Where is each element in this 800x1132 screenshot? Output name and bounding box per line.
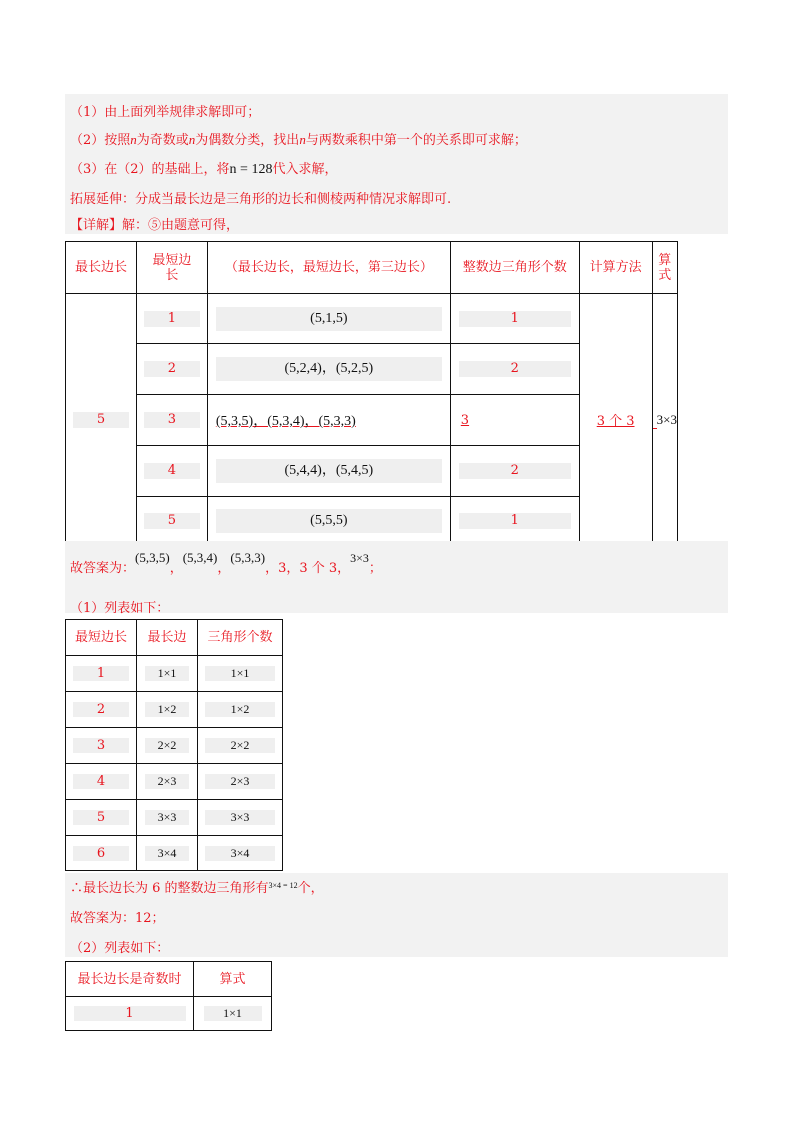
- count-cell: 3: [450, 395, 579, 446]
- table2-cell: 3: [66, 728, 137, 764]
- triangle-table-part2: [65, 961, 272, 1031]
- triples-cell: (5,3,5)，(5,3,4)，(5,3,3): [207, 395, 450, 446]
- table2-cell: 1×2: [137, 692, 198, 728]
- table1-header: 最长边长: [66, 242, 137, 294]
- answer2-line: 故答案为：12；: [70, 911, 165, 926]
- answer-triple-2: (5,3,4): [182, 550, 218, 565]
- triples-cell: (5,5,5): [207, 497, 450, 546]
- short-side-cell: 1: [136, 294, 207, 344]
- item3-expr: n = 128: [229, 162, 273, 177]
- item3-post: 代入求解，: [272, 162, 338, 177]
- detail-text: 解：⑤由题意可得，: [122, 218, 240, 233]
- answer-end: ；: [368, 561, 382, 576]
- method-cell: 3 个 3: [579, 294, 652, 546]
- triangle-table-part1: [65, 619, 283, 871]
- count-cell: 1: [450, 294, 579, 344]
- conclusion-line: [70, 877, 324, 896]
- table2-cell: 1×2: [198, 692, 283, 728]
- analysis-item-1: （1）由上面列举规律求解即可；: [70, 105, 261, 120]
- table3-header: 算式: [194, 962, 272, 997]
- triples-cell: (5,1,5): [207, 294, 450, 344]
- analysis-item-2: [70, 129, 527, 148]
- table2-cell: 1×1: [198, 656, 283, 692]
- item3-pre: （3）在（2）的基础上，将: [70, 162, 230, 177]
- triples-cell: (5,4,4)，(5,4,5): [207, 446, 450, 497]
- short-side-cell: 3: [136, 395, 207, 446]
- table3-cell: 1: [66, 997, 194, 1031]
- item2-mid2: 为偶数分类，找出: [195, 133, 300, 148]
- table3-header: 最长边长是奇数时: [66, 962, 194, 997]
- count-cell: 2: [450, 344, 579, 395]
- analysis-item-3: [70, 158, 337, 178]
- table2-header: 最长边: [137, 620, 198, 656]
- var-n: n: [130, 132, 137, 147]
- table3-cell: 1×1: [194, 997, 272, 1031]
- table2-header: 最短边长: [66, 620, 137, 656]
- triangle-table-main: [65, 241, 678, 546]
- answer-triple-1: (5,3,5): [135, 550, 170, 565]
- conclusion-post: 个，: [297, 881, 324, 896]
- answer-triple-3: (5,3,3): [230, 550, 266, 565]
- table2-cell: 2×3: [198, 764, 283, 800]
- table2-cell: 3×3: [137, 800, 198, 836]
- item2-mid1: 为奇数或: [136, 133, 189, 148]
- table2-cell: 2: [66, 692, 137, 728]
- table2-cell: 1: [66, 656, 137, 692]
- longest-side-cell: 5: [66, 294, 137, 546]
- table2-cell: 6: [66, 836, 137, 871]
- count-cell: 2: [450, 446, 579, 497]
- table2-cell: 2×2: [137, 728, 198, 764]
- count-cell: 1: [450, 497, 579, 546]
- table2-header: 三角形个数: [198, 620, 283, 656]
- item2-pre: （2）按照: [70, 133, 131, 148]
- answer-rest: ，3，3 个 3，: [265, 561, 351, 576]
- table1-header: 最短边长: [136, 242, 207, 294]
- answer-expr: 3×3: [350, 551, 369, 565]
- short-side-cell: 4: [136, 446, 207, 497]
- table2-cell: 4: [66, 764, 137, 800]
- var-n: n: [188, 132, 196, 147]
- table2-cell: 3×4: [137, 836, 198, 871]
- part2-title: （2）列表如下：: [70, 941, 170, 956]
- table2-cell: 2×3: [137, 764, 198, 800]
- answer-line-1: 故答案为：(5,3,5)，(5,3,4)，(5,3,3)，3，3 个 3，3×3；: [70, 550, 382, 576]
- item2-post: 与两数乘积中第一个的关系即可求解；: [305, 133, 527, 148]
- short-side-cell: 5: [136, 497, 207, 546]
- part1-title: （1）列表如下：: [70, 601, 170, 616]
- triples-cell: (5,2,4)，(5,2,5): [207, 344, 450, 395]
- table2-cell: 3×3: [198, 800, 283, 836]
- table1-header: 算式: [652, 242, 677, 294]
- table1-header: （最长边长，最短边长，第三边长）: [207, 242, 450, 294]
- table2-cell: 5: [66, 800, 137, 836]
- extension-text: 拓展延伸：分成当最长边是三角形的边长和侧棱两种情况求解即可.: [70, 192, 452, 207]
- answer-prefix: 故答案为：: [70, 561, 136, 576]
- detail-line: [70, 214, 239, 233]
- formula-cell: 3×3: [652, 294, 677, 546]
- detail-tag: 【详解】: [70, 218, 123, 233]
- table2-cell: 1×1: [137, 656, 198, 692]
- table2-cell: 3×4: [198, 836, 283, 871]
- table2-cell: 2×2: [198, 728, 283, 764]
- table1-header: 整数边三角形个数: [450, 242, 579, 294]
- conclusion-pre: ∴最长边长为 6 的整数边三角形有: [70, 881, 269, 896]
- conclusion-expr: 3×4 = 12: [268, 881, 298, 890]
- var-n: n: [299, 132, 306, 147]
- short-side-cell: 2: [136, 344, 207, 395]
- table1-header: 计算方法: [579, 242, 652, 294]
